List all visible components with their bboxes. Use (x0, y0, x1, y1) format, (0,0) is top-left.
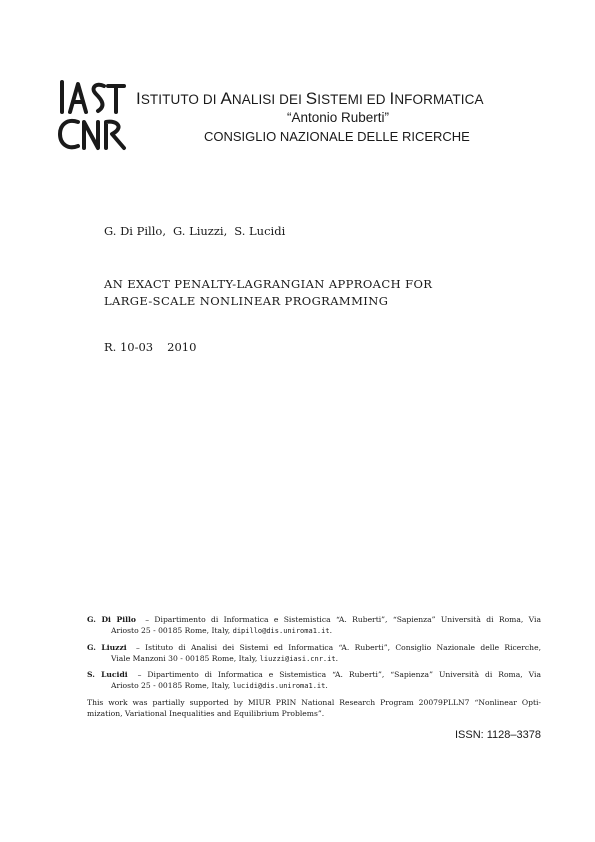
institute-title: ISTITUTO DI ANALISI DEI SISTEMI ED INFORMATICA (136, 89, 484, 108)
email-address: lucidi@dis.uniroma1.it (232, 682, 326, 691)
report-year: 2010 (167, 340, 197, 354)
email-address: liuzzi@iasi.cnr.it (259, 654, 336, 663)
funding-note: This work was partially supported by MIUR PRIN National Research Program 20079PLLN7 “Nonlinear Opti- mization, Variational Inequalities and Equilibrium Problems”. (87, 697, 541, 719)
paper-title (104, 276, 432, 310)
footnote-author: G. Liuzzi (87, 642, 127, 652)
author-list (104, 224, 292, 238)
council-name: CONSIGLIO NAZIONALE DELLE RICERCHE (204, 129, 470, 144)
author-name: G. Di Pillo, (104, 224, 166, 238)
footnote-author: S. Lucidi (87, 670, 128, 680)
paper-title-line: AN EXACT PENALTY-LAGRANGIAN APPROACH FOR (104, 277, 433, 291)
author-name: S. Lucidi (234, 224, 286, 238)
footnote-item: G. Liuzzi – Istituto di Analisi dei Sistemi ed Informatica “A. Ruberti”, Consiglio Nazionale delle Ricerche, Viale Manzoni 30 - 00185 Rome, Italy, liuzzi@iasi.cnr.it. (87, 642, 541, 663)
author-footnotes (87, 614, 541, 719)
report-id (104, 340, 196, 354)
footnote-item: S. Lucidi – Dipartimento di Informatica e Sistemistica “A. Ruberti”, “Sapienza” Università di Roma, Via Ariosto 25 - 00185 Rome, Italy, lucidi@dis.uniroma1.it. (87, 670, 541, 691)
email-address: dipillo@dis.uniroma1.it (232, 627, 330, 636)
footnote-item: G. Di Pillo – Dipartimento di Informatica e Sistemistica “A. Ruberti”, “Sapienza” Università di Roma, Via Ariosto 25 - 00185 Rome, Italy, dipillo@dis.uniroma1.it. (87, 615, 541, 636)
author-name: G. Liuzzi, (173, 224, 228, 238)
iasi-cnr-logo-icon (58, 78, 128, 152)
footnote-author: G. Di Pillo (87, 615, 136, 624)
issn-number: ISSN: 1128–3378 (454, 729, 541, 741)
report-number: R. 10-03 (104, 340, 154, 354)
iasi-cnr-logo (58, 78, 128, 152)
paper-title-line: LARGE-SCALE NONLINEAR PROGRAMMING (104, 294, 389, 308)
